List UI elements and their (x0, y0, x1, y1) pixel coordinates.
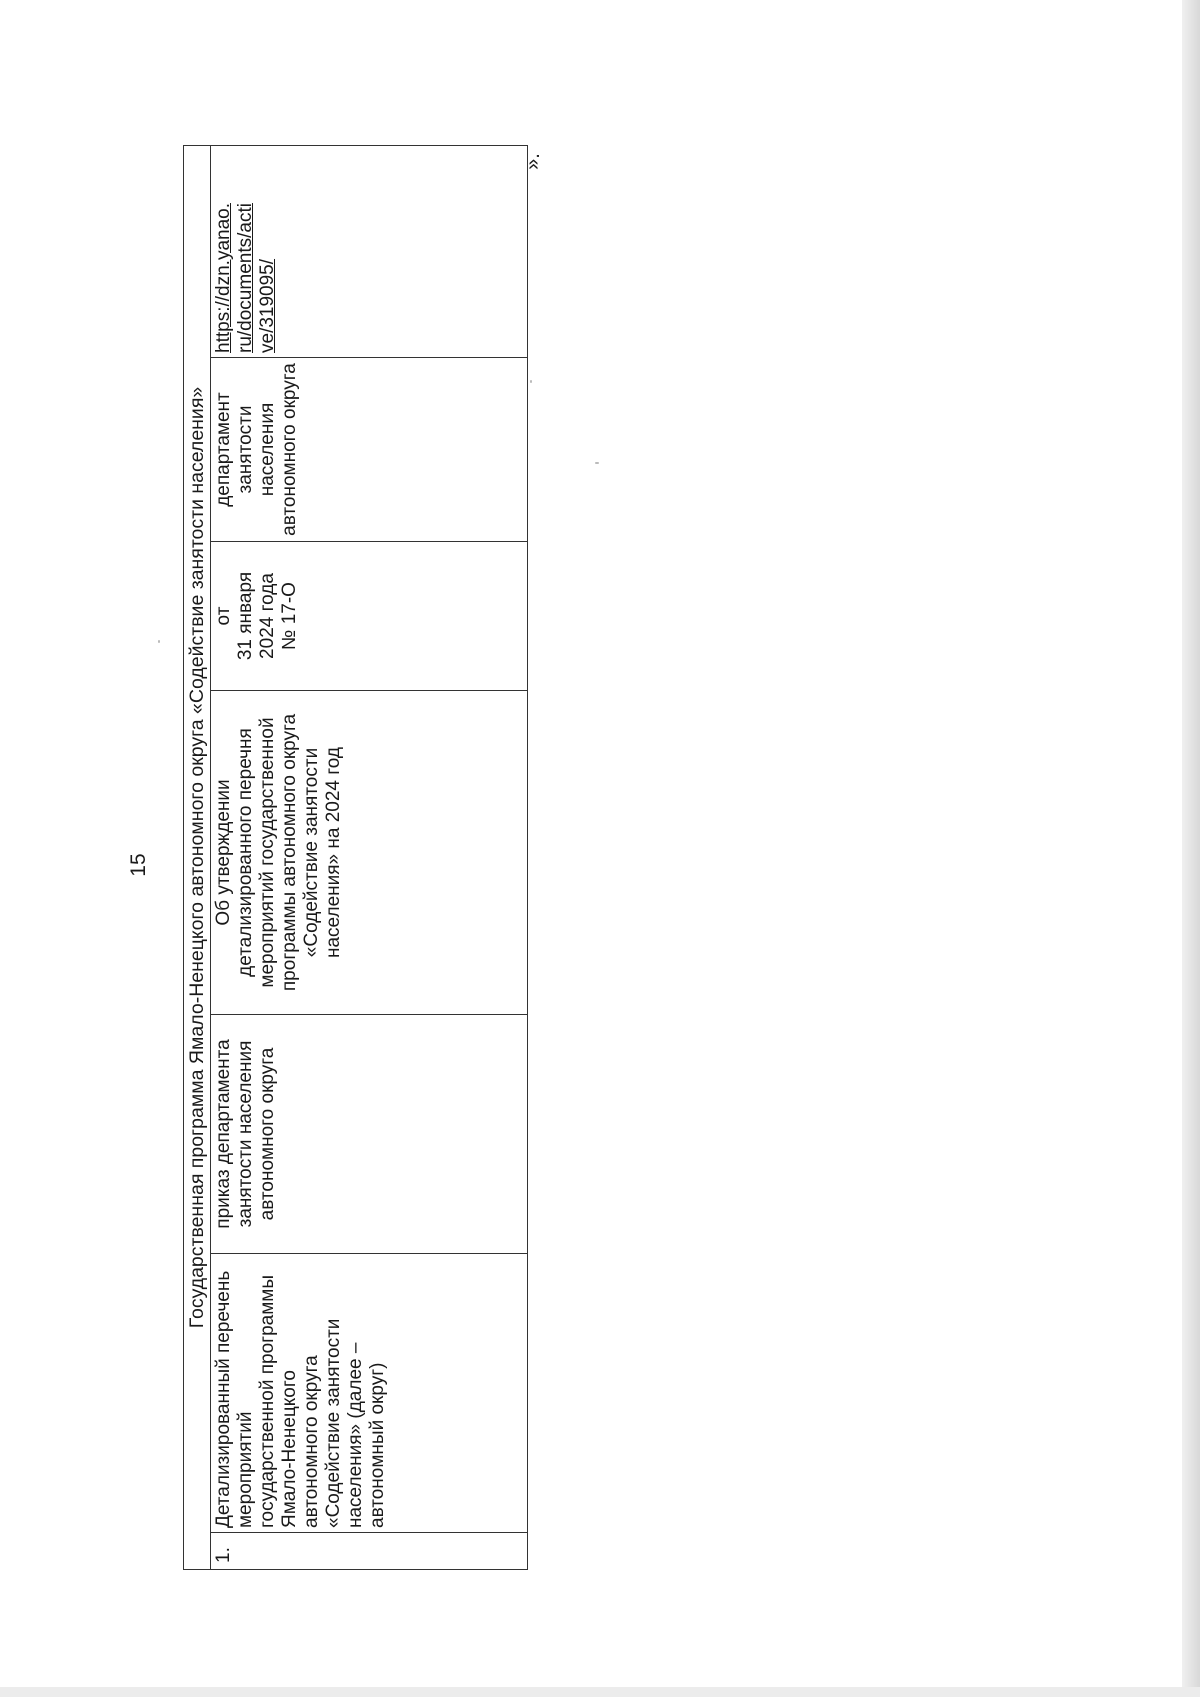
document-name: Детализированный перечень мероприятий государственной программы Ямало-Ненецкого автономного округа «Содействие занятости населения» (далее – автономный округ) (211, 1254, 528, 1533)
table-title: Государственная программа Ямало-Ненецкого автономного округа «Содействие занятости населения» (184, 146, 211, 1570)
row-number: 1. (211, 1533, 528, 1570)
document-link-cell (211, 146, 528, 358)
document-date (211, 542, 528, 691)
document-title: Об утверждении детализированного перечня мероприятий государственной программы автономного округа «Содействие занятости населения» на 2024 год (211, 691, 528, 1015)
page-number: 15 (127, 853, 150, 877)
date-year: 2024 года (257, 573, 278, 659)
scan-speck (530, 380, 532, 383)
table-row (211, 146, 528, 1570)
responsible-department: департамент занятости населения автономного округа (211, 358, 528, 542)
scan-speck (595, 462, 599, 464)
date-prefix: от (213, 606, 234, 626)
document-type: приказ департамента занятости населения автономного округа (211, 1015, 528, 1254)
date-day: 31 января (235, 571, 256, 661)
scan-speck (158, 640, 160, 643)
document-link[interactable]: https://dzn.yanao.ru/documents/active/319095/ (213, 203, 278, 353)
program-table-container (183, 145, 528, 1570)
scan-edge-shadow (1182, 0, 1200, 1697)
scan-bottom-edge (0, 1687, 1200, 1697)
program-documents-table (183, 145, 528, 1570)
document-number: № 17-О (279, 582, 300, 650)
closing-quote: ». (521, 153, 544, 170)
